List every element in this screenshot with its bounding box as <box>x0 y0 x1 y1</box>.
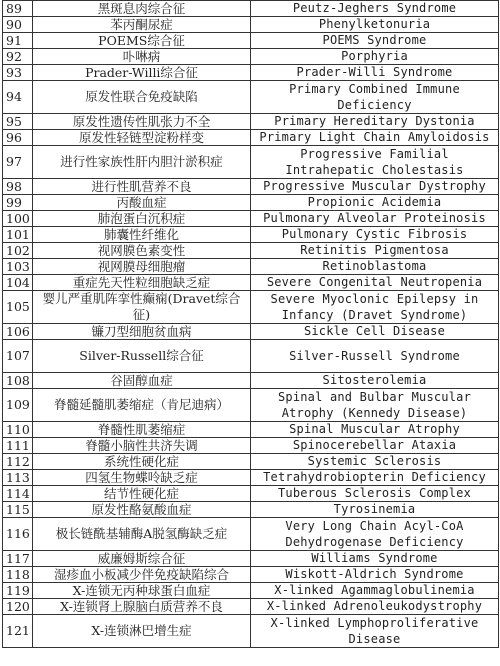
chinese-name: 四氢生物蝶呤缺乏症 <box>33 470 251 486</box>
chinese-name: 系统性硬化症 <box>33 454 251 470</box>
table-row <box>3 438 499 454</box>
table-row <box>3 567 499 583</box>
english-name-line: Sickle Cell Disease <box>303 324 446 338</box>
english-name <box>251 17 499 33</box>
row-number: 103 <box>3 259 33 275</box>
table-row <box>3 599 499 615</box>
table-row <box>3 227 499 243</box>
english-name-line: Deficiency <box>337 98 412 112</box>
english-name <box>251 599 499 615</box>
row-number: 105 <box>3 291 33 324</box>
english-name-line: Intrahepatic Cholestasis <box>285 163 464 177</box>
table-row <box>3 114 499 130</box>
row-number: 104 <box>3 275 33 291</box>
english-name-line: Primary Hereditary Dystonia <box>274 114 475 128</box>
row-number: 97 <box>3 146 33 179</box>
english-name <box>251 454 499 470</box>
row-number: 107 <box>3 340 33 373</box>
row-number: 121 <box>3 615 33 648</box>
english-name-line: Tyrosinemia <box>333 502 416 516</box>
english-name-line: Severe Myoclonic Epilepsy in <box>270 292 479 306</box>
table-row <box>3 179 499 195</box>
english-name <box>251 65 499 81</box>
row-number: 96 <box>3 130 33 146</box>
chinese-name: 卟啉病 <box>33 49 251 65</box>
english-name-line: Retinoblastoma <box>322 259 427 273</box>
chinese-name: 丙酸血症 <box>33 195 251 211</box>
table-row <box>3 195 499 211</box>
english-name-line: Primary Light Chain Amyloidosis <box>259 130 490 144</box>
english-name <box>251 340 499 373</box>
table-row <box>3 243 499 259</box>
table-row <box>3 49 499 65</box>
row-number: 89 <box>3 1 33 17</box>
english-name-line: Pulmonary Cystic Fibrosis <box>281 227 468 241</box>
row-number: 112 <box>3 454 33 470</box>
english-name <box>251 389 499 422</box>
table-row <box>3 422 499 438</box>
row-number: 115 <box>3 502 33 518</box>
english-name-line: Pulmonary Alveolar Proteinosis <box>263 211 486 225</box>
english-name <box>251 81 499 114</box>
table-body <box>3 1 499 648</box>
row-number: 110 <box>3 422 33 438</box>
table-row <box>3 486 499 502</box>
english-name-line: Infancy (Dravet Syndrome) <box>281 308 468 322</box>
table-row <box>3 130 499 146</box>
english-name-line: Retinitis Pigmentosa <box>300 243 449 257</box>
english-name-line: Wiskott-Aldrich Syndrome <box>285 567 464 581</box>
chinese-name: 视网膜色素变性 <box>33 243 251 259</box>
table-row <box>3 324 499 340</box>
row-number: 91 <box>3 33 33 49</box>
chinese-name: 苯丙酮尿症 <box>33 17 251 33</box>
chinese-name: POEMS综合征 <box>33 33 251 49</box>
english-name-line: X-linked Lymphoproliferative <box>270 616 479 630</box>
chinese-name: 原发性酪氨酸血症 <box>33 502 251 518</box>
english-name-line: Tetrahydrobiopterin Deficiency <box>263 470 486 484</box>
chinese-name: 黑斑息肉综合征 <box>33 1 251 17</box>
row-number: 93 <box>3 65 33 81</box>
english-name <box>251 502 499 518</box>
table-row <box>3 275 499 291</box>
english-name-line: Progressive Familial <box>300 147 449 161</box>
table-row <box>3 454 499 470</box>
table-row <box>3 373 499 389</box>
chinese-name: 威廉姆斯综合征 <box>33 551 251 567</box>
english-name-line: Disease <box>348 632 401 646</box>
chinese-name: 进行性家族性肝内胆汁淤积症 <box>33 146 251 179</box>
row-number: 116 <box>3 518 33 551</box>
english-name-line: Dehydrogenase Deficiency <box>285 535 464 549</box>
english-name <box>251 438 499 454</box>
row-number: 119 <box>3 583 33 599</box>
english-name-line: X-linked Agammaglobulinemia <box>274 583 475 597</box>
chinese-name: 进行性肌营养不良 <box>33 179 251 195</box>
english-name <box>251 551 499 567</box>
english-name <box>251 583 499 599</box>
row-number: 109 <box>3 389 33 422</box>
row-number: 102 <box>3 243 33 259</box>
chinese-name: 脊髓延髓肌萎缩症（肯尼迪病） <box>33 389 251 422</box>
chinese-name: 原发性联合免疫缺陷 <box>33 81 251 114</box>
chinese-name: X-连锁肾上腺脑白质营养不良 <box>33 599 251 615</box>
english-name <box>251 114 499 130</box>
english-name <box>251 146 499 179</box>
row-number: 108 <box>3 373 33 389</box>
row-number: 106 <box>3 324 33 340</box>
english-name-line: Silver-Russell Syndrome <box>289 349 460 363</box>
row-number: 95 <box>3 114 33 130</box>
english-name-line: Phenylketonuria <box>318 17 431 31</box>
table-row <box>3 259 499 275</box>
english-name <box>251 615 499 648</box>
chinese-name: 极长链酰基辅酶A脱氢酶缺乏症 <box>33 518 251 551</box>
row-number: 100 <box>3 211 33 227</box>
english-name <box>251 518 499 551</box>
english-name <box>251 243 499 259</box>
english-name-line: Tuberous Sclerosis Complex <box>277 486 472 500</box>
english-name <box>251 486 499 502</box>
table-row <box>3 389 499 422</box>
english-name <box>251 567 499 583</box>
chinese-name: 结节性硬化症 <box>33 486 251 502</box>
row-number: 114 <box>3 486 33 502</box>
table-row <box>3 65 499 81</box>
chinese-name: 镰刀型细胞贫血病 <box>33 324 251 340</box>
english-name <box>251 211 499 227</box>
chinese-name: Silver-Russell综合征 <box>33 340 251 373</box>
row-number: 98 <box>3 179 33 195</box>
english-name-line: Very Long Chain Acyl-CoA <box>285 519 464 533</box>
english-name-line: Spinal Muscular Atrophy <box>289 422 460 436</box>
english-name <box>251 470 499 486</box>
english-name <box>251 130 499 146</box>
chinese-name: 婴儿严重肌阵挛性癫痫(Dravet综合征) <box>33 291 251 324</box>
chinese-name: X-连锁淋巴增生症 <box>33 615 251 648</box>
english-name <box>251 195 499 211</box>
row-number: 120 <box>3 599 33 615</box>
english-name <box>251 324 499 340</box>
chinese-name: 谷固醇血症 <box>33 373 251 389</box>
table-row <box>3 340 499 373</box>
english-name-line: Systemic Sclerosis <box>307 454 442 468</box>
chinese-name: 重症先天性粒细胞缺乏症 <box>33 275 251 291</box>
row-number: 99 <box>3 195 33 211</box>
table-row <box>3 33 499 49</box>
english-name-line: Prader-Willi Syndrome <box>296 65 453 79</box>
english-name <box>251 259 499 275</box>
table-row <box>3 615 499 648</box>
chinese-name: X-连锁无丙种球蛋白血症 <box>33 583 251 599</box>
english-name-line: Spinal and Bulbar Muscular <box>277 390 472 404</box>
row-number: 111 <box>3 438 33 454</box>
table-row <box>3 518 499 551</box>
table-row <box>3 146 499 179</box>
english-name-line: Primary Combined Immune <box>289 82 460 96</box>
english-name <box>251 179 499 195</box>
english-name-line: Propionic Acidemia <box>307 195 442 209</box>
english-name <box>251 275 499 291</box>
english-name-line: Sitosterolemia <box>322 373 427 387</box>
english-name-line: Peutz-Jeghers Syndrome <box>292 1 457 15</box>
chinese-name: 原发性遗传性肌张力不全 <box>33 114 251 130</box>
chinese-name: 肺囊性纤维化 <box>33 227 251 243</box>
chinese-name: 脊髓小脑性共济失调 <box>33 438 251 454</box>
english-name-line: Williams Syndrome <box>311 551 438 565</box>
english-name-line: Progressive Muscular Dystrophy <box>263 179 486 193</box>
english-name-line: Severe Congenital Neutropenia <box>266 275 483 289</box>
chinese-name: Prader-Willi综合征 <box>33 65 251 81</box>
row-number: 101 <box>3 227 33 243</box>
table-row <box>3 81 499 114</box>
english-name <box>251 373 499 389</box>
english-name-line: Atrophy (Kennedy Disease) <box>281 406 468 420</box>
row-number: 118 <box>3 567 33 583</box>
english-name-line: X-linked Adrenoleukodystrophy <box>266 599 483 613</box>
chinese-name: 脊髓性肌萎缩症 <box>33 422 251 438</box>
table-row <box>3 17 499 33</box>
chinese-name: 视网膜母细胞瘤 <box>33 259 251 275</box>
table-row <box>3 1 499 17</box>
english-name <box>251 1 499 17</box>
english-name <box>251 49 499 65</box>
table-row <box>3 551 499 567</box>
row-number: 113 <box>3 470 33 486</box>
table-row <box>3 291 499 324</box>
rare-disease-table <box>2 0 499 648</box>
english-name <box>251 422 499 438</box>
english-name-line: Porphyria <box>341 49 408 63</box>
english-name <box>251 291 499 324</box>
table-row <box>3 211 499 227</box>
table-row <box>3 470 499 486</box>
chinese-name: 肺泡蛋白沉积症 <box>33 211 251 227</box>
row-number: 92 <box>3 49 33 65</box>
row-number: 90 <box>3 17 33 33</box>
english-name <box>251 227 499 243</box>
table-row <box>3 583 499 599</box>
english-name-line: Spinocerebellar Ataxia <box>292 438 457 452</box>
table-row <box>3 502 499 518</box>
english-name-line: POEMS Syndrome <box>322 33 427 47</box>
chinese-name: 原发性轻链型淀粉样变 <box>33 130 251 146</box>
row-number: 94 <box>3 81 33 114</box>
english-name <box>251 33 499 49</box>
row-number: 117 <box>3 551 33 567</box>
chinese-name: 湿疹血小板减少伴免疫缺陷综合 <box>33 567 251 583</box>
